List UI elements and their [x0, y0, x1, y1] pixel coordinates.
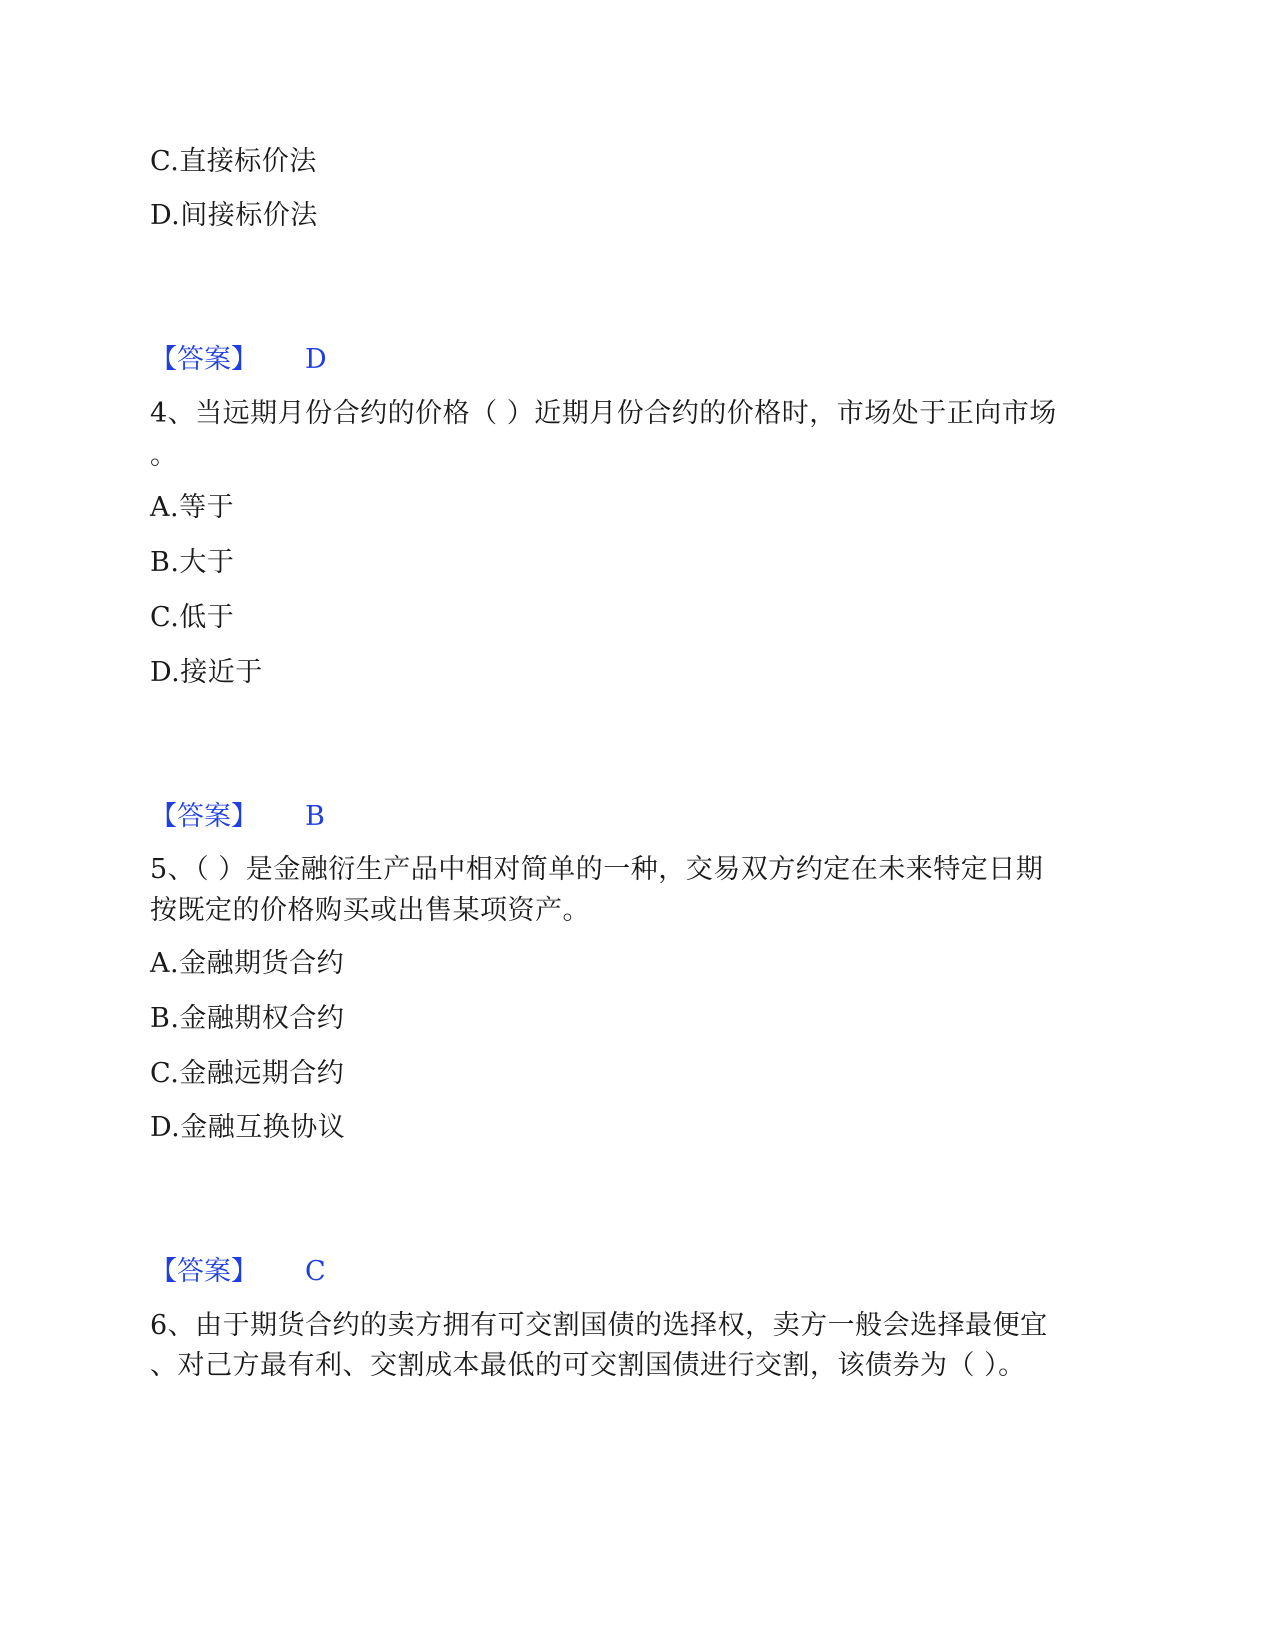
q5-stem-line1: 5、（ ）是金融衍生产品中相对简单的一种，交易双方约定在未来特定日期	[150, 854, 1044, 885]
q5-answer	[150, 1254, 326, 1290]
answer-label: 【答案】	[150, 344, 258, 375]
q5-option-b: B.金融期权合约	[150, 1003, 345, 1034]
q5-option-a: A.金融期货合约	[150, 948, 345, 979]
q4-stem-line1: 4、当远期月份合约的价格（ ）近期月份合约的价格时，市场处于正向市场	[150, 398, 1057, 429]
q4-option-b: B.大于	[150, 547, 235, 578]
q5-option-d: D.金融互换协议	[150, 1112, 346, 1143]
q4-answer	[150, 799, 325, 835]
q4-option-a: A.等于	[150, 492, 235, 523]
q6-stem-line1: 6、由于期货合约的卖方拥有可交割国债的选择权，卖方一般会选择最便宜	[150, 1310, 1048, 1341]
answer-value: B	[305, 801, 325, 832]
answer-value: D	[305, 344, 327, 375]
q5-stem-line2: 按既定的价格购买或出售某项资产。	[150, 895, 590, 926]
q3-answer	[150, 342, 327, 378]
q5-option-c: C.金融远期合约	[150, 1058, 345, 1089]
q4-option-c: C.低于	[150, 602, 235, 633]
q4-stem-line2: 。	[150, 440, 178, 471]
q6-stem-line2: 、对己方最有利、交割成本最低的可交割国债进行交割，该债券为（ ）。	[150, 1350, 1026, 1381]
answer-label: 【答案】	[150, 1256, 258, 1287]
answer-label: 【答案】	[150, 801, 258, 832]
q4-option-d: D.接近于	[150, 657, 263, 688]
q3-option-c-text: C.直接标价法	[150, 146, 317, 177]
q3-option-d: D.间接标价法	[150, 200, 318, 231]
answer-value: C	[305, 1256, 326, 1287]
